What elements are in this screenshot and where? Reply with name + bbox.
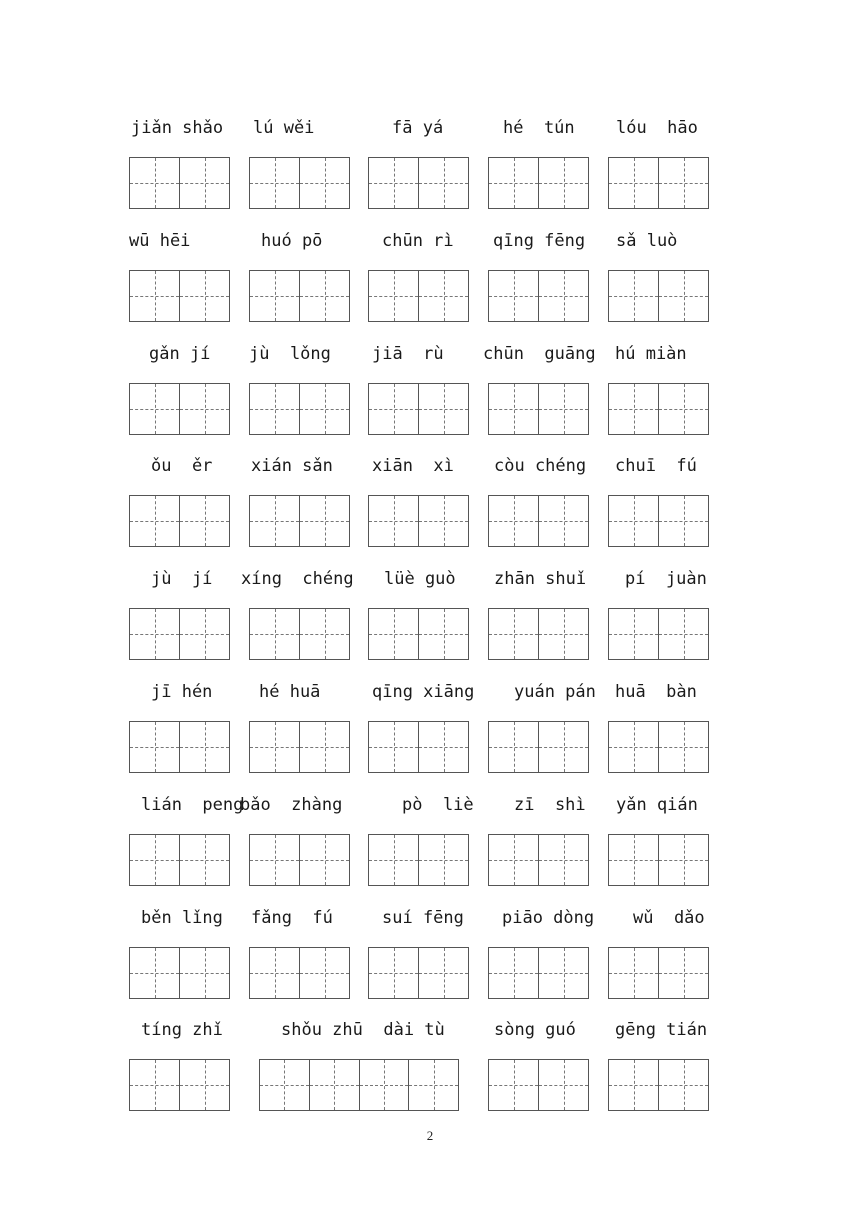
character-cell[interactable]	[419, 948, 468, 998]
character-cell[interactable]	[300, 722, 349, 772]
character-cell[interactable]	[369, 722, 419, 772]
writing-box[interactable]	[129, 608, 230, 660]
character-cell[interactable]	[180, 1060, 229, 1110]
character-cell[interactable]	[180, 384, 229, 434]
pinyin-label: pí juàn	[625, 569, 707, 589]
character-cell[interactable]	[609, 384, 659, 434]
character-cell[interactable]	[659, 609, 708, 659]
writing-box[interactable]	[488, 721, 589, 773]
writing-box[interactable]	[368, 608, 469, 660]
page-number: 2	[426, 1128, 434, 1143]
character-cell[interactable]	[300, 609, 349, 659]
writing-box[interactable]	[608, 721, 709, 773]
writing-box[interactable]	[129, 270, 230, 322]
character-cell[interactable]	[250, 609, 300, 659]
character-cell[interactable]	[130, 948, 180, 998]
writing-box[interactable]	[608, 270, 709, 322]
writing-box[interactable]	[368, 270, 469, 322]
character-cell[interactable]	[300, 835, 349, 885]
character-cell[interactable]	[130, 722, 180, 772]
pinyin-label: zhān shuǐ	[494, 569, 587, 589]
writing-box[interactable]	[249, 608, 350, 660]
character-cell[interactable]	[300, 384, 349, 434]
character-cell[interactable]	[180, 496, 229, 546]
pinyin-label: còu chéng	[494, 456, 587, 476]
character-cell[interactable]	[539, 722, 588, 772]
character-cell[interactable]	[489, 271, 539, 321]
writing-box[interactable]	[488, 1059, 589, 1111]
character-cell[interactable]	[539, 271, 588, 321]
writing-box[interactable]	[608, 495, 709, 547]
pinyin-label: hé tún	[503, 118, 575, 138]
character-cell[interactable]	[419, 496, 468, 546]
pinyin-label: jī hén	[151, 682, 213, 702]
pinyin-label: ǒu ěr	[151, 456, 213, 476]
writing-box[interactable]	[129, 495, 230, 547]
character-cell[interactable]	[539, 384, 588, 434]
writing-box[interactable]	[368, 495, 469, 547]
pinyin-label: tíng zhǐ	[141, 1020, 223, 1040]
character-cell[interactable]	[300, 271, 349, 321]
character-cell[interactable]	[419, 158, 468, 208]
character-cell[interactable]	[409, 1060, 458, 1110]
pinyin-label: lóu hāo	[616, 118, 698, 138]
character-cell[interactable]	[369, 948, 419, 998]
pinyin-label: gǎn jí	[149, 344, 211, 364]
writing-box[interactable]	[488, 383, 589, 435]
pinyin-label: chūn guāng	[483, 344, 596, 364]
character-cell[interactable]	[539, 835, 588, 885]
writing-box[interactable]	[249, 834, 350, 886]
character-cell[interactable]	[489, 1060, 539, 1110]
character-cell[interactable]	[539, 1060, 588, 1110]
pinyin-label: chūn rì	[382, 231, 454, 251]
character-cell[interactable]	[419, 609, 468, 659]
pinyin-label: zī shì	[514, 795, 586, 815]
pinyin-label: pò liè	[402, 795, 474, 815]
character-cell[interactable]	[180, 158, 229, 208]
pinyin-label: wǔ dǎo	[633, 908, 705, 928]
pinyin-label: wū hēi	[129, 231, 191, 251]
writing-box[interactable]	[488, 834, 589, 886]
character-cell[interactable]	[489, 722, 539, 772]
pinyin-label: jiǎn shǎo	[131, 118, 224, 138]
pinyin-label: huó pō	[261, 231, 323, 251]
pinyin-label: sòng guó	[494, 1020, 576, 1040]
character-cell[interactable]	[180, 835, 229, 885]
pinyin-label: chuī fú	[615, 456, 697, 476]
pinyin-label: xíng chéng	[241, 569, 354, 589]
character-cell[interactable]	[369, 384, 419, 434]
pinyin-label: gēng tián	[615, 1020, 708, 1040]
writing-box[interactable]	[129, 383, 230, 435]
character-cell[interactable]	[609, 271, 659, 321]
writing-box[interactable]	[129, 947, 230, 999]
writing-box[interactable]	[488, 157, 589, 209]
character-cell[interactable]	[369, 271, 419, 321]
character-cell[interactable]	[539, 496, 588, 546]
writing-box[interactable]	[259, 1059, 459, 1111]
character-cell[interactable]	[609, 722, 659, 772]
writing-box[interactable]	[608, 947, 709, 999]
character-cell[interactable]	[609, 948, 659, 998]
character-cell[interactable]	[250, 835, 300, 885]
pinyin-label: jù jí	[151, 569, 213, 589]
character-cell[interactable]	[250, 496, 300, 546]
character-cell[interactable]	[539, 609, 588, 659]
writing-box[interactable]	[129, 1059, 230, 1111]
character-cell[interactable]	[659, 271, 708, 321]
pinyin-label: huā bàn	[615, 682, 697, 702]
character-cell[interactable]	[609, 496, 659, 546]
character-cell[interactable]	[419, 271, 468, 321]
character-cell[interactable]	[130, 384, 180, 434]
character-cell[interactable]	[130, 271, 180, 321]
pinyin-label: lüè guò	[384, 569, 456, 589]
character-cell[interactable]	[419, 835, 468, 885]
pinyin-label: shǒu zhū dài tù	[281, 1020, 445, 1040]
writing-box[interactable]	[488, 947, 589, 999]
character-cell[interactable]	[489, 384, 539, 434]
character-cell[interactable]	[659, 835, 708, 885]
writing-box[interactable]	[249, 157, 350, 209]
writing-box[interactable]	[368, 947, 469, 999]
character-cell[interactable]	[130, 835, 180, 885]
character-cell[interactable]	[609, 158, 659, 208]
character-cell[interactable]	[659, 722, 708, 772]
character-cell[interactable]	[369, 496, 419, 546]
character-cell[interactable]	[250, 158, 300, 208]
character-cell[interactable]	[609, 835, 659, 885]
character-cell[interactable]	[419, 384, 468, 434]
character-cell[interactable]	[260, 1060, 310, 1110]
writing-box[interactable]	[129, 721, 230, 773]
writing-box[interactable]	[129, 157, 230, 209]
character-cell[interactable]	[609, 1060, 659, 1110]
character-cell[interactable]	[539, 158, 588, 208]
pinyin-label: xiān xì	[372, 456, 454, 476]
character-cell[interactable]	[310, 1060, 360, 1110]
character-cell[interactable]	[250, 384, 300, 434]
pinyin-label: lú wěi	[253, 118, 315, 138]
character-cell[interactable]	[539, 948, 588, 998]
pinyin-label: qīng xiāng	[372, 682, 475, 702]
writing-box[interactable]	[608, 608, 709, 660]
writing-box[interactable]	[249, 270, 350, 322]
character-cell[interactable]	[360, 1060, 410, 1110]
character-cell[interactable]	[180, 948, 229, 998]
character-cell[interactable]	[489, 158, 539, 208]
writing-box[interactable]	[368, 834, 469, 886]
writing-box[interactable]	[249, 495, 350, 547]
pinyin-label: xián sǎn	[251, 456, 333, 476]
character-cell[interactable]	[489, 948, 539, 998]
pinyin-label: piāo dòng	[502, 908, 595, 928]
pinyin-label: fā yá	[392, 118, 444, 138]
writing-box[interactable]	[488, 495, 589, 547]
character-cell[interactable]	[489, 609, 539, 659]
character-cell[interactable]	[659, 158, 708, 208]
character-cell[interactable]	[130, 1060, 180, 1110]
character-cell[interactable]	[659, 496, 708, 546]
character-cell[interactable]	[300, 496, 349, 546]
writing-box[interactable]	[368, 383, 469, 435]
writing-box[interactable]	[488, 270, 589, 322]
character-cell[interactable]	[250, 948, 300, 998]
character-cell[interactable]	[419, 722, 468, 772]
character-cell[interactable]	[130, 158, 180, 208]
character-cell[interactable]	[180, 609, 229, 659]
pinyin-label: hú miàn	[615, 344, 687, 364]
pinyin-label: jù lǒng	[249, 344, 331, 364]
character-cell[interactable]	[250, 722, 300, 772]
character-cell[interactable]	[300, 948, 349, 998]
writing-box[interactable]	[368, 157, 469, 209]
character-cell[interactable]	[659, 384, 708, 434]
pinyin-label: fǎng fú	[251, 908, 333, 928]
character-cell[interactable]	[489, 835, 539, 885]
pinyin-label: yuán pán	[514, 682, 596, 702]
pinyin-label: bǎo zhàng	[240, 795, 343, 815]
pinyin-label: běn lǐng	[141, 908, 223, 928]
character-cell[interactable]	[180, 722, 229, 772]
pinyin-label: sǎ luò	[616, 231, 678, 251]
character-cell[interactable]	[369, 609, 419, 659]
writing-box[interactable]	[608, 157, 709, 209]
pinyin-label: lián peng	[141, 795, 244, 815]
writing-box[interactable]	[608, 834, 709, 886]
pinyin-label: hé huā	[259, 682, 321, 702]
character-cell[interactable]	[609, 609, 659, 659]
character-cell[interactable]	[300, 158, 349, 208]
writing-box[interactable]	[488, 608, 589, 660]
writing-box[interactable]	[249, 383, 350, 435]
pinyin-label: suí fēng	[382, 908, 464, 928]
character-cell[interactable]	[369, 158, 419, 208]
character-cell[interactable]	[130, 609, 180, 659]
character-cell[interactable]	[180, 271, 229, 321]
pinyin-label: qīng fēng	[493, 231, 586, 251]
character-cell[interactable]	[369, 835, 419, 885]
character-cell[interactable]	[659, 1060, 708, 1110]
writing-box[interactable]	[368, 721, 469, 773]
pinyin-label: yǎn qián	[616, 795, 698, 815]
writing-box[interactable]	[608, 383, 709, 435]
character-cell[interactable]	[659, 948, 708, 998]
writing-box[interactable]	[129, 834, 230, 886]
character-cell[interactable]	[250, 271, 300, 321]
pinyin-label: jiā rù	[372, 344, 444, 364]
writing-box[interactable]	[249, 721, 350, 773]
character-cell[interactable]	[130, 496, 180, 546]
writing-box[interactable]	[249, 947, 350, 999]
character-cell[interactable]	[489, 496, 539, 546]
writing-box[interactable]	[608, 1059, 709, 1111]
